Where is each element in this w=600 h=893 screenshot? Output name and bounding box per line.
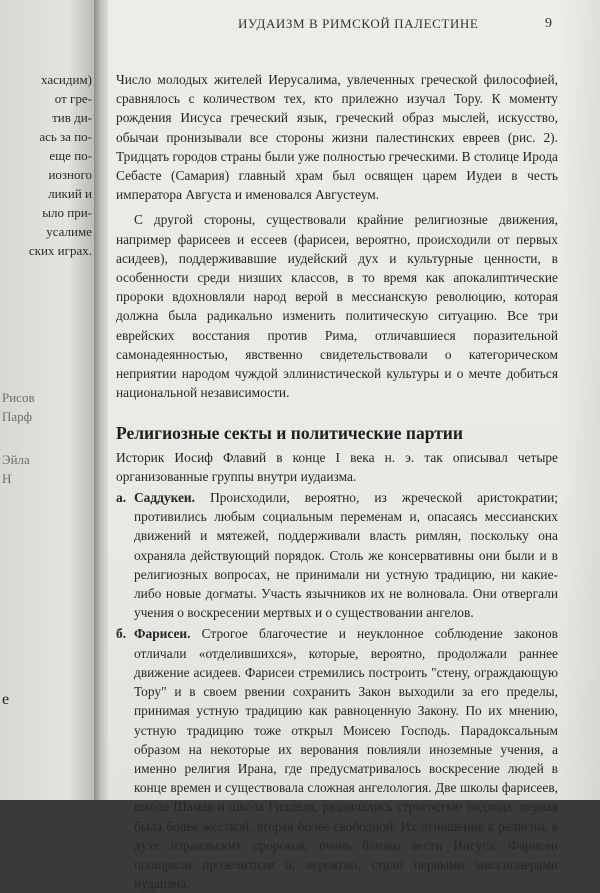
left-page-fragment: усалиме [46,224,92,239]
running-head: ИУДАИЗМ В РИМСКОЙ ПАЛЕСТИНЕ [238,16,479,31]
left-page-fragment: иозного [48,167,92,182]
section-heading: Религиозные секты и политические партии [116,423,463,444]
list-marker: а. [116,490,127,506]
page-shadow [560,0,600,800]
left-page-fragment: тив ди- [52,110,92,125]
page-body [116,70,558,893]
list-item [116,624,558,893]
book-page [108,0,600,892]
section-intro: Историк Иосиф Флавий в конце I века н. э. так описывал четыре организованные группы внутри иудаизма. [116,449,558,484]
term-heading: Фарисеи. [134,626,191,642]
left-page-fragment: ликий и [48,186,92,201]
left-page-fragment: Эйла [2,452,30,467]
list-marker: б. [116,626,127,642]
paragraph: С другой стороны, существовали крайние религиозные движения, например фарисеев и ессеев (фарисеи, вероятно, происходили от первых асидеев), поддерживавшие иудейский дух и культурные ценности, в особенности среди низших классов, в то время как апокалиптические пророки вдохновляли народ верой в мессианскую революцию, которая должна была радикально изменить политическую ситуацию. Все три еврейских восстания против Рима, отличавшиеся поразительной самонадеянностью, явственно свидетельствовали о категорическом неприятии народом чуждой эллинистической культуры и о мечте добиться национальной независимости. [116,212,558,401]
term-heading: Саддукеи. [134,490,195,506]
term-description: Происходили, вероятно, из жреческой аристократии; противились любым социальным переменам и, опасаясь мессианских движений и мятежей, поддерживали власть римлян, поскольку она охраняла действующий порядок. Столь же консервативны они были и в религиозных вопросах, не принимали ни устную традицию, ни какие-либо новые догматы. Участь язычников их не волновала. Они отвергали учения о воскресении мертвых и о существовании ангелов. [134,490,558,621]
left-page-fragment: Парф [2,409,33,424]
left-page-fragment: е [2,691,10,708]
left-page-fragment: хасидим) [41,72,92,87]
page-number: 9 [545,16,552,31]
left-page-fragment: ских играх. [28,243,92,258]
previous-page-edge [0,0,96,800]
left-page-fragment: Н [2,471,12,486]
left-page-fragment: ыло при- [42,205,92,220]
left-page-fragment: еще по- [49,148,92,163]
term-description: Строгое благочестие и неуклонное соблюдение законов отличали «отделившихся», которые, вероятно, продолжали раннее движение асидеев. Фарисеи стремились построить "стену, ограждающую Тору" и в своем рвении сохранить Закон выходили за его пределы, принимая устную традицию как равноценную Закону. По их мнению, устную традицию тоже открыл Моисею Господь. Парадоксальным образом на некоторые их верования повлияли иноземные учения, а именно религия Ирана, где предусматривалось воскресение людей в конце времен и существовала сложная ангелология. Две школы фарисеев, школа Шамая и школа Гиллеля, различались строгостью подхода: первая была более жесткой, вторая более свободной. Их отношение к религии, в духе израильских пророков, очень близко вести Иисуса. Фарисеи поощряли прозелитизм и, вероятно, стали первыми миссионерами иудаизма. [134,626,558,892]
list-item-content [134,624,558,893]
paragraph: Число молодых жителей Иерусалима, увлеченных греческой философией, сравнялось с количеством тех, кто прилежно изучал Тору. К моменту рождения Иисуса греческий язык, греческий образ мыслей, искусство, обычаи пронизывали все стороны жизни палестинских евреев (рис. 2). Тридцать городов страны были уже полностью греческими. В столице Ирода Себасте (Самария) главный храм был освящен царем Иудеи в честь императора Августа и именовался Августеум. [116,72,558,203]
list-item-content [134,488,558,622]
left-page-fragment: Рисов [2,390,35,405]
list-item [116,488,558,622]
left-page-fragment: ась за по- [39,129,92,144]
left-page-fragment: от гре- [54,91,92,106]
